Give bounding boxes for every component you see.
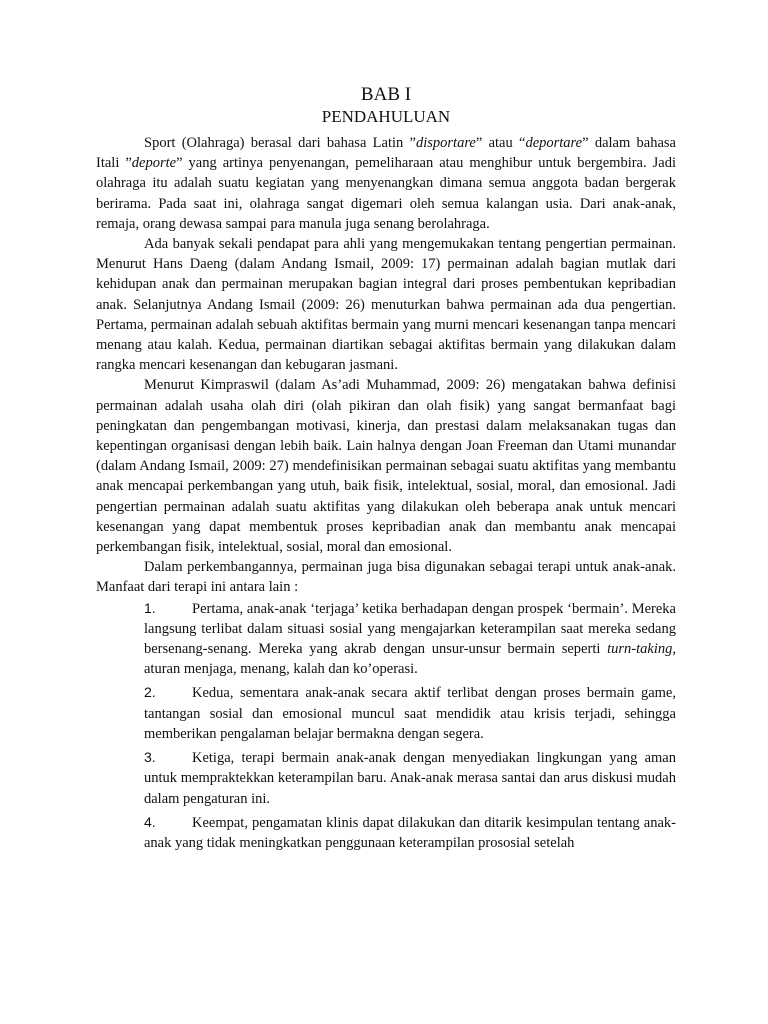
list-item-text: Ketiga, terapi bermain anak-anak dengan menyediakan lingkungan yang aman untuk mempraktekkan keterampilan baru. Anak-anak merasa santai dan arus diskusi mudah dalam pengaturan ini.: [144, 750, 676, 807]
list-item-tail: , aturan menjaga, menang, kalah dan ko’operasi.: [144, 641, 676, 678]
list-item: [144, 682, 676, 744]
p1-text-g: ” yang artinya penyenangan, pemeliharaan atau menghibur untuk bergembira. Jadi olahraga itu adalah suatu kegiatan yang menyenangkan dimana semua anggota badan bergerak berirama. Pada saat ini, olahraga sangat digemari oleh semua kalangan usia. Dari anak-anak, remaja, orang dewasa sampai para manula juga senang berolahraga.: [96, 155, 676, 232]
chapter-title: BAB I: [360, 84, 412, 105]
list-item: [144, 747, 676, 809]
p1-text-e: ” dalam bahasa Itali ”: [96, 135, 676, 172]
paragraph-kimpraswil: Menurut Kimpraswil (dalam As’adi Muhammad, 2009: 26) mengatakan bahwa definisi permainan adalah usaha olah diri (olah pikiran dan olah fisik) yang sangat bermanfaat bagi peningkatan dan pengembangan motivasi, kinerja, dan prestasi dalam melaksanakan tugas dan kepentingan organisasi dengan lebih baik. Lain halnya dengan Joan Freeman dan Utami munandar (dalam Andang Ismail, 2009: 27) mendefinisikan permainan sebagai suatu aktifitas yang membantu anak mencapai perkembangan yang utuh, baik fisik, intelektual, sosial, moral, dan emosional. Jadi pengertian permainan adalah suatu aktifitas yang dilakukan oleh beberapa anak untuk mencari kesenangan yang dapat membentuk proses kepribadian anak dan membantu anak mencapai perkembangan fisik, intelektual, sosial, moral dan emosional.: [96, 377, 676, 556]
list-item-text: Kedua, sementara anak-anak secara aktif terlibat dengan proses bermain game, tantangan sosial dan emosional muncul saat mendidik atau krisis terjadi, sehingga memberikan pengalaman belajar bermakna dengan segera.: [144, 685, 676, 742]
list-item-text: Keempat, pengamatan klinis dapat dilakukan dan ditarik kesimpulan tentang anak-anak yang tidak meningkatkan penggunaan keterampilan prososial setelah: [144, 814, 676, 851]
list-number: 4.: [144, 813, 156, 830]
term-deportare: deportare: [525, 135, 583, 151]
list-item: [144, 598, 676, 680]
list-number: 3.: [144, 749, 156, 766]
term-deporte: deporte: [131, 155, 177, 172]
p1-text-c: ” atau “: [475, 135, 526, 151]
paragraph-game-definition: Ada banyak sekali pendapat para ahli yang mengemukakan tentang pengertian permainan. Menurut Hans Daeng (dalam Andang Ismail, 2009: 17) permainan adalah bagian mutlak dari kehidupan anak dan permainan merupakan bagian integral dari proses pembentukan kepribadian anak. Selanjutnya Andang Ismail (2009: 26) menuturkan bahwa permainan ada dua pengertian. Pertama, permainan adalah sebuah aktifitas bermain yang murni mencari kesenangan tanpa mencari menang atau kalah. Kedua, permainan diartikan sebagai aktifitas bermain yang dilakukan dalam rangka mencari kesenangan dan kebugaran jasmani.: [96, 236, 676, 374]
list-number: 1.: [144, 599, 156, 616]
list-item-text: Pertama, anak-anak ‘terjaga’ ketika berhadapan dengan prospek ‘bermain’. Mereka langsung terlibat dalam situasi sosial yang mengajarkan keterampilan saat mereka sedang bersenang-senang. Mereka yang akrab dengan unsur-unsur bermain seperti: [144, 600, 676, 658]
list-item: [144, 812, 676, 853]
term-turn-taking: turn-taking: [607, 641, 673, 658]
term-disportare: disportare: [415, 135, 476, 151]
document-page: [96, 84, 676, 856]
chapter-subtitle: PENDAHULUAN: [321, 107, 451, 126]
paragraph-therapy-intro: Dalam perkembangannya, permainan juga bisa digunakan sebagai terapi untuk anak-anak. Manfaat dari terapi ini antara lain :: [96, 559, 676, 596]
list-number: 2.: [144, 684, 156, 701]
paragraph-sport-definition: [96, 133, 676, 234]
benefits-list: [96, 598, 676, 853]
p1-text-a: Sport (Olahraga) berasal dari bahasa Latin ”: [144, 135, 416, 151]
